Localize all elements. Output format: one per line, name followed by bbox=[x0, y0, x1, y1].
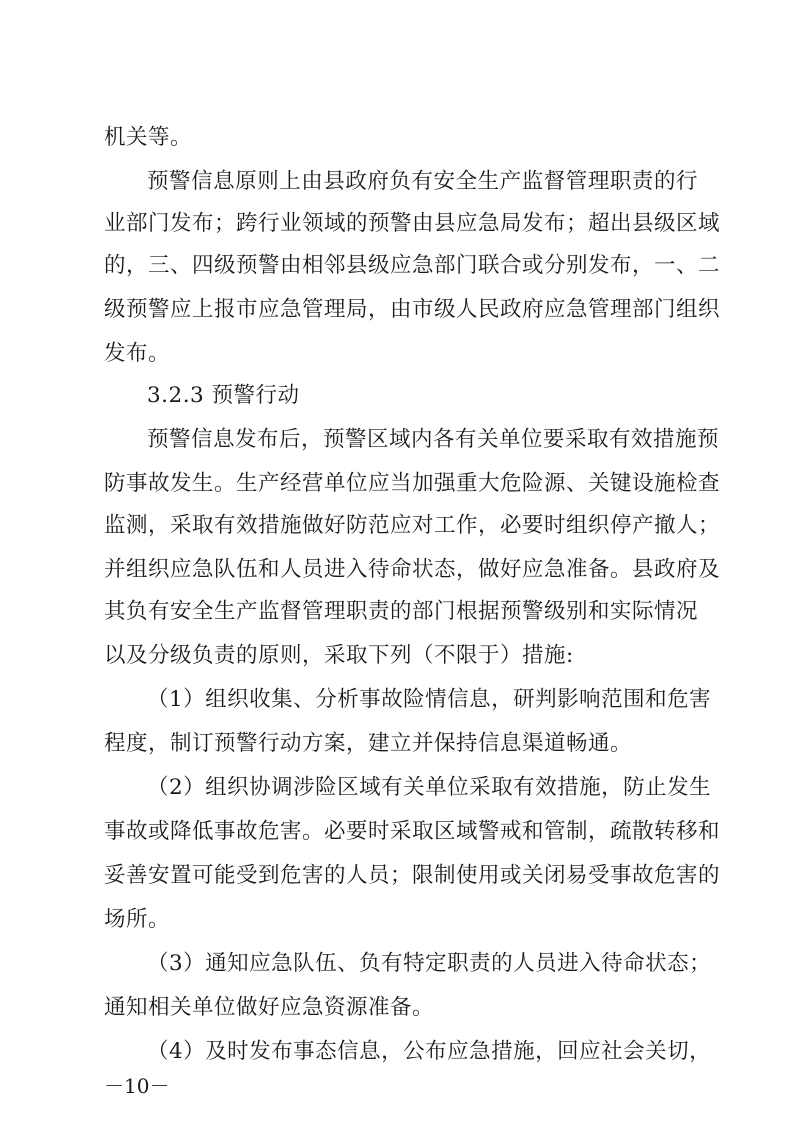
text-line: 事故或降低事故危害。必要时采取区域警戒和管制，疏散转移和 bbox=[104, 819, 721, 844]
text-line: 防事故发生。生产经营单位应当加强重大危险源、关键设施检查 bbox=[104, 471, 721, 496]
text-line: 通知相关单位做好应急资源准备。 bbox=[104, 995, 435, 1020]
text-line: 业部门发布；跨行业领域的预警由县应急局发布；超出县级区域 bbox=[104, 211, 721, 236]
text-line: 预警信息发布后，预警区域内各有关单位要采取有效措施预 bbox=[147, 427, 720, 452]
text-line: 其负有安全生产监督管理职责的部门根据预警级别和实际情况 bbox=[104, 599, 699, 624]
text-line: 以及分级负责的原则，采取下列（不限于）措施: bbox=[104, 643, 574, 668]
list-item: （2）组织协调涉险区域有关单位采取有效措施，防止发生 bbox=[147, 775, 712, 800]
section-heading: 3.2.3 预警行动 bbox=[147, 383, 300, 408]
list-item: （3）通知应急队伍、负有特定职责的人员进入待命状态； bbox=[147, 951, 712, 976]
text-line: 机关等。 bbox=[104, 125, 193, 150]
list-item: （1）组织收集、分析事故险情信息，研判影响范围和危害 bbox=[147, 687, 712, 712]
text-line: 的，三、四级预警由相邻县级应急部门联合或分别发布，一、二 bbox=[104, 253, 721, 278]
list-item: （4）及时发布事态信息，公布应急措施，回应社会关切， bbox=[147, 1039, 712, 1064]
text-line: 发布。 bbox=[104, 341, 171, 366]
text-line: 妥善安置可能受到危害的人员；限制使用或关闭易受事故危害的 bbox=[104, 863, 721, 888]
text-line: 程度，制订预警行动方案，建立并保持信息渠道畅通。 bbox=[104, 731, 633, 756]
text-line: 预警信息原则上由县政府负有安全生产监督管理职责的行 bbox=[147, 169, 698, 194]
text-line: 场所。 bbox=[104, 907, 171, 932]
page-number: －10－ bbox=[104, 1074, 170, 1098]
text-line: 监测，采取有效措施做好防范应对工作，必要时组织停产撤人； bbox=[104, 513, 721, 538]
text-line: 级预警应上报市应急管理局，由市级人民政府应急管理部门组织 bbox=[104, 297, 721, 322]
text-line: 并组织应急队伍和人员进入待命状态，做好应急准备。县政府及 bbox=[104, 557, 721, 582]
